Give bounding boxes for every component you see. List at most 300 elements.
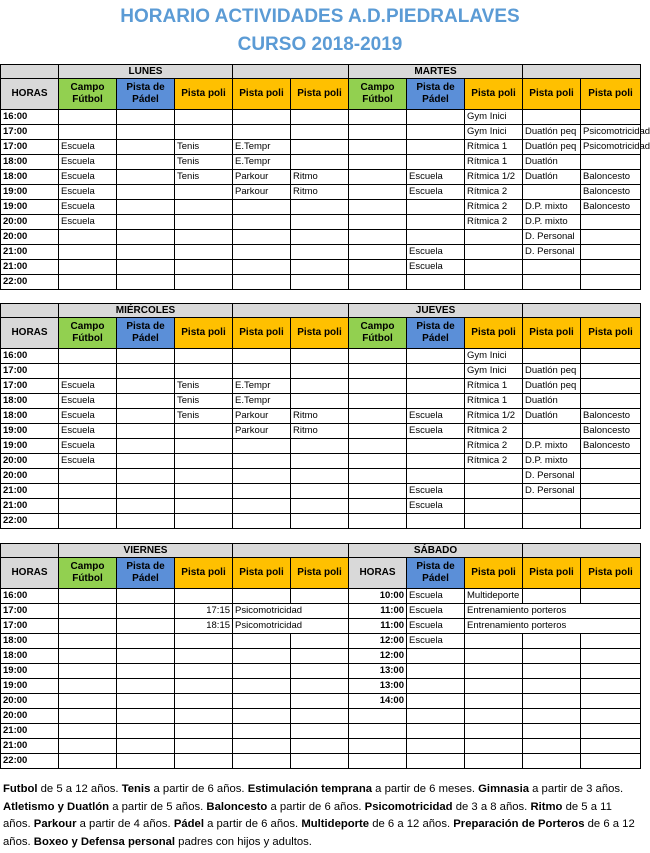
activity-cell: Rítmica 2 [465,424,523,439]
time-cell: 16:00 [1,589,59,604]
activity-cell: Psicomotricidad [233,619,349,634]
time-cell: 18:00 [1,409,59,424]
activity-cell: Baloncesto [581,439,641,454]
activity-cell: E.Tempr [233,394,291,409]
activity-cell [407,125,465,140]
schedule-row [1,454,641,469]
schedule-row [1,724,641,739]
activity-cell [349,125,407,140]
activity-cell: Escuela [59,170,117,185]
activity-cell [117,424,175,439]
time-cell: 22:00 [1,754,59,769]
day-label: LUNES [59,65,233,79]
activity-cell [407,275,465,290]
activity-cell [291,739,349,754]
time-cell: 17:00 [1,140,59,155]
activity-cell: Gym Inici [465,349,523,364]
activity-cell: Tenis [175,155,233,170]
time-cell: 18:00 [1,155,59,170]
activity-cell [175,349,233,364]
activity-cell [291,245,349,260]
activity-age-range: de 5 a 12 años. [37,783,122,795]
activity-cell: Escuela [59,200,117,215]
activity-name: Parkour [33,818,77,830]
day-label: MARTES [349,65,523,79]
activity-cell [523,649,581,664]
activity-cell [523,499,581,514]
pista-poli-header: Pista poli [581,79,641,110]
activity-cell [175,215,233,230]
schedule-row [1,260,641,275]
activity-cell [291,724,349,739]
activity-cell [523,424,581,439]
activity-cell [233,215,291,230]
schedule-row [1,215,641,230]
activity-cell [407,349,465,364]
activity-cell: D.P. mixto [523,215,581,230]
activity-cell: Entrenamiento porteros [465,604,641,619]
schedule-row [1,589,641,604]
activity-cell [523,260,581,275]
activity-cell: Ritmo [291,424,349,439]
activity-cell [59,110,117,125]
activity-cell: Rítmica 2 [465,200,523,215]
activity-cell [117,275,175,290]
activity-cell: Escuela [59,394,117,409]
empty-cell [233,304,349,318]
activity-cell: Rítmica 1 [465,379,523,394]
activity-cell [117,349,175,364]
activity-cell [349,364,407,379]
activity-cell [175,739,233,754]
activity-cell [117,125,175,140]
activity-cell [291,110,349,125]
activity-cell [349,140,407,155]
schedule-row [1,245,641,260]
activity-cell: D.P. mixto [523,454,581,469]
activity-cell: Escuela [407,589,465,604]
activity-cell [581,694,641,709]
time-cell: 17:00 [1,379,59,394]
activity-cell [117,230,175,245]
pista-poli-header: Pista poli [465,558,523,589]
activity-cell [117,260,175,275]
activity-cell [523,110,581,125]
activity-cell [523,724,581,739]
activity-cell: Psicomotricidad [581,125,641,140]
activity-cell [117,394,175,409]
activity-name: Psicomotricidad [364,800,453,813]
schedule-row [1,185,641,200]
day-label: MIÉRCOLES [59,304,233,318]
activity-cell [465,664,523,679]
time-cell: 13:00 [349,679,407,694]
activity-cell [407,739,465,754]
time-cell: 18:00 [1,649,59,664]
activity-cell [407,694,465,709]
activity-cell [233,245,291,260]
activity-cell [291,589,349,604]
activity-cell [233,754,291,769]
schedule-row [1,125,641,140]
activity-cell: Multideporte [465,589,523,604]
activity-cell [291,349,349,364]
activity-cell [407,155,465,170]
activity-cell: E.Tempr [233,140,291,155]
activity-cell [175,649,233,664]
activity-cell [349,394,407,409]
pista-poli-header: Pista poli [291,318,349,349]
activity-cell [117,619,175,634]
activity-cell: Ritmo [291,409,349,424]
activity-cell [523,679,581,694]
activity-cell [117,739,175,754]
column-header-row [1,558,641,589]
activity-cell [291,364,349,379]
activity-cell: D. Personal [523,484,581,499]
schedule-row [1,200,641,215]
horas-header: HORAS [1,318,59,349]
activity-cell [465,260,523,275]
activity-cell [581,664,641,679]
pista-poli-header: Pista poli [175,558,233,589]
time-cell: 13:00 [349,664,407,679]
activity-cell [407,754,465,769]
activity-cell: Ritmo [291,185,349,200]
pista-poli-header: Pista poli [233,558,291,589]
activity-cell [581,739,641,754]
activity-cell: Rítmica 1 [465,140,523,155]
campo-futbol-header: Campo Fútbol [349,318,407,349]
time-cell: 12:00 [349,634,407,649]
activity-cell [117,454,175,469]
schedule-row [1,499,641,514]
activity-cell [581,724,641,739]
activity-cell [581,110,641,125]
activity-age-range: padres con hijos y adultos. [175,835,312,848]
activity-cell [233,349,291,364]
activity-cell: 18:15 [175,619,233,634]
activity-cell: Gym Inici [465,125,523,140]
pista-poli-header: Pista poli [233,318,291,349]
activity-cell: Ritmo [291,170,349,185]
empty-cell [523,544,641,558]
time-cell: 19:00 [1,185,59,200]
activity-cell: Escuela [407,484,465,499]
activity-cell [465,484,523,499]
activity-cell: D. Personal [523,230,581,245]
activity-cell [175,260,233,275]
pista-poli-header: Pista poli [175,318,233,349]
activity-cell [581,709,641,724]
campo-futbol-header: Campo Fútbol [349,79,407,110]
activity-cell: Tenis [175,140,233,155]
activity-cell [581,454,641,469]
activity-cell [233,110,291,125]
activity-cell [407,709,465,724]
activity-cell [175,230,233,245]
activity-cell [407,140,465,155]
activity-cell [175,200,233,215]
activity-cell: Baloncesto [581,170,641,185]
activity-cell [291,275,349,290]
activity-cell: D. Personal [523,469,581,484]
activity-cell [117,469,175,484]
activity-cell [465,469,523,484]
activity-cell [349,484,407,499]
activity-cell [233,709,291,724]
activity-cell [117,484,175,499]
schedule-row [1,679,641,694]
pista-poli-header: Pista poli [523,318,581,349]
activity-cell: Tenis [175,409,233,424]
empty-cell [523,65,641,79]
schedule-block-lunes-martes [0,64,650,290]
activity-cell: Escuela [59,379,117,394]
activity-cell [581,499,641,514]
activity-cell [581,679,641,694]
activity-cell [581,754,641,769]
activity-cell [117,110,175,125]
day-label: JUEVES [349,304,523,318]
activity-cell: Duatlón [523,394,581,409]
time-cell: 21:00 [1,499,59,514]
activity-cell [117,724,175,739]
schedule-row [1,634,641,649]
activity-cell [465,245,523,260]
campo-futbol-header: Campo Fútbol [59,318,117,349]
activity-age-range: a partir de 6 años. [203,818,302,830]
activity-cell [349,155,407,170]
activity-cell [233,439,291,454]
time-cell: 18:00 [1,634,59,649]
activity-cell [175,275,233,290]
activity-cell [175,589,233,604]
activity-cell [291,379,349,394]
activity-age-range: a partir de 4 años. [76,818,174,830]
activity-cell [59,724,117,739]
activity-cell [465,634,523,649]
time-cell: 17:00 [1,619,59,634]
column-header-row [1,318,641,349]
activity-cell: Gym Inici [465,110,523,125]
activity-cell [117,185,175,200]
activity-cell [233,589,291,604]
empty-cell [1,544,59,558]
activity-cell [349,424,407,439]
activity-cell [349,185,407,200]
activity-cell [175,694,233,709]
activity-name: Ritmo [530,800,563,813]
pista-padel-header: Pista de Pádel [117,79,175,110]
activity-cell [59,664,117,679]
activity-cell [407,394,465,409]
activity-cell [117,200,175,215]
time-cell: 19:00 [1,439,59,454]
activity-cell [465,709,523,724]
activity-cell [59,649,117,664]
activity-cell: Rítmica 2 [465,454,523,469]
activity-cell [291,499,349,514]
activity-name: Estimulación temprana [247,783,373,795]
activity-cell [581,634,641,649]
activity-cell [175,634,233,649]
activity-cell [581,215,641,230]
activity-cell [59,694,117,709]
time-cell: 21:00 [1,724,59,739]
activity-cell [465,649,523,664]
pista-padel-header: Pista de Pádel [407,558,465,589]
schedule-row [1,649,641,664]
activity-cell [117,649,175,664]
activity-cell: D.P. mixto [523,439,581,454]
activity-cell [233,200,291,215]
time-cell: 11:00 [349,604,407,619]
activity-cell [233,649,291,664]
schedule-row [1,619,641,634]
pista-padel-header: Pista de Pádel [407,318,465,349]
schedule-row [1,739,641,754]
activity-cell: Rítmica 1 [465,155,523,170]
activity-cell [233,275,291,290]
day-header-row [1,304,641,318]
time-cell: 16:00 [1,110,59,125]
activity-cell: Baloncesto [581,409,641,424]
activity-cell [523,589,581,604]
time-cell: 21:00 [1,245,59,260]
activity-cell [523,514,581,529]
time-cell: 18:00 [1,170,59,185]
activity-cell [407,724,465,739]
activity-cell [233,739,291,754]
activity-cell [233,634,291,649]
schedule-row [1,230,641,245]
horas-header: HORAS [349,558,407,589]
activity-cell [465,739,523,754]
activity-cell: Rítmica 2 [465,185,523,200]
activity-cell [291,634,349,649]
activity-cell [291,469,349,484]
activity-cell [291,439,349,454]
activity-cell [117,634,175,649]
activity-cell [291,694,349,709]
campo-futbol-header: Campo Fútbol [59,79,117,110]
activity-cell [349,230,407,245]
time-cell: 21:00 [1,739,59,754]
schedule-row [1,694,641,709]
activity-cell [175,664,233,679]
activity-cell: Rítmica 2 [465,439,523,454]
activity-cell: Escuela [59,439,117,454]
activity-cell [233,664,291,679]
pista-poli-header: Pista poli [291,79,349,110]
activity-cell [59,364,117,379]
activity-cell [407,664,465,679]
activity-cell [175,125,233,140]
activity-cell [175,709,233,724]
activity-name: Boxeo y Defensa personal [33,835,176,848]
activity-cell [233,484,291,499]
activity-age-range: a partir de 6 meses. [372,783,479,795]
activity-cell [233,499,291,514]
activity-cell [117,170,175,185]
activity-cell [175,424,233,439]
activity-cell [233,230,291,245]
activity-cell: Escuela [407,424,465,439]
schedule-row [1,709,641,724]
time-cell: 19:00 [1,424,59,439]
activity-cell [233,694,291,709]
activity-cell [59,275,117,290]
activity-cell [59,245,117,260]
activity-cell [581,275,641,290]
activity-cell: Duatlón peq [523,364,581,379]
activity-cell [407,454,465,469]
activity-cell: Rítmica 1/2 [465,409,523,424]
activity-name: Preparación de Porteros [453,818,585,830]
schedule-row [1,754,641,769]
activity-cell [59,709,117,724]
empty-cell [1,65,59,79]
pista-padel-header: Pista de Pádel [407,79,465,110]
time-cell: 19:00 [1,200,59,215]
activity-cell: Escuela [59,185,117,200]
activity-cell [117,679,175,694]
activity-cell [407,200,465,215]
activity-cell [117,379,175,394]
activity-cell [291,664,349,679]
activity-cell [407,230,465,245]
activity-cell [407,110,465,125]
activity-cell [349,379,407,394]
activity-cell: Duatlón [523,155,581,170]
schedule-block-viernes-sabado [0,543,641,769]
activity-cell: Escuela [59,424,117,439]
activity-cell [59,619,117,634]
activity-cell [349,170,407,185]
activity-cell [291,454,349,469]
activity-cell [233,469,291,484]
schedule-row [1,424,641,439]
activity-cell: Baloncesto [581,185,641,200]
activity-cell: Entrenamiento porteros [465,619,641,634]
activity-cell [523,349,581,364]
activity-cell [523,634,581,649]
activity-cell [581,245,641,260]
activity-cell [59,604,117,619]
time-cell: 19:00 [1,664,59,679]
activity-cell: Escuela [407,245,465,260]
schedule-row [1,469,641,484]
activity-cell [581,349,641,364]
activity-cell [175,724,233,739]
activity-cell [523,709,581,724]
activity-cell [581,484,641,499]
activity-cell [349,260,407,275]
activity-cell [175,364,233,379]
time-cell: 11:00 [349,619,407,634]
schedule-row [1,664,641,679]
activity-name: Baloncesto [206,800,268,813]
activity-cell [59,484,117,499]
horas-header: HORAS [1,558,59,589]
activity-cell [349,499,407,514]
activity-cell: Baloncesto [581,200,641,215]
activity-cell [59,230,117,245]
activity-cell [465,724,523,739]
activity-cell [407,379,465,394]
activity-cell: Duatlón peq [523,379,581,394]
